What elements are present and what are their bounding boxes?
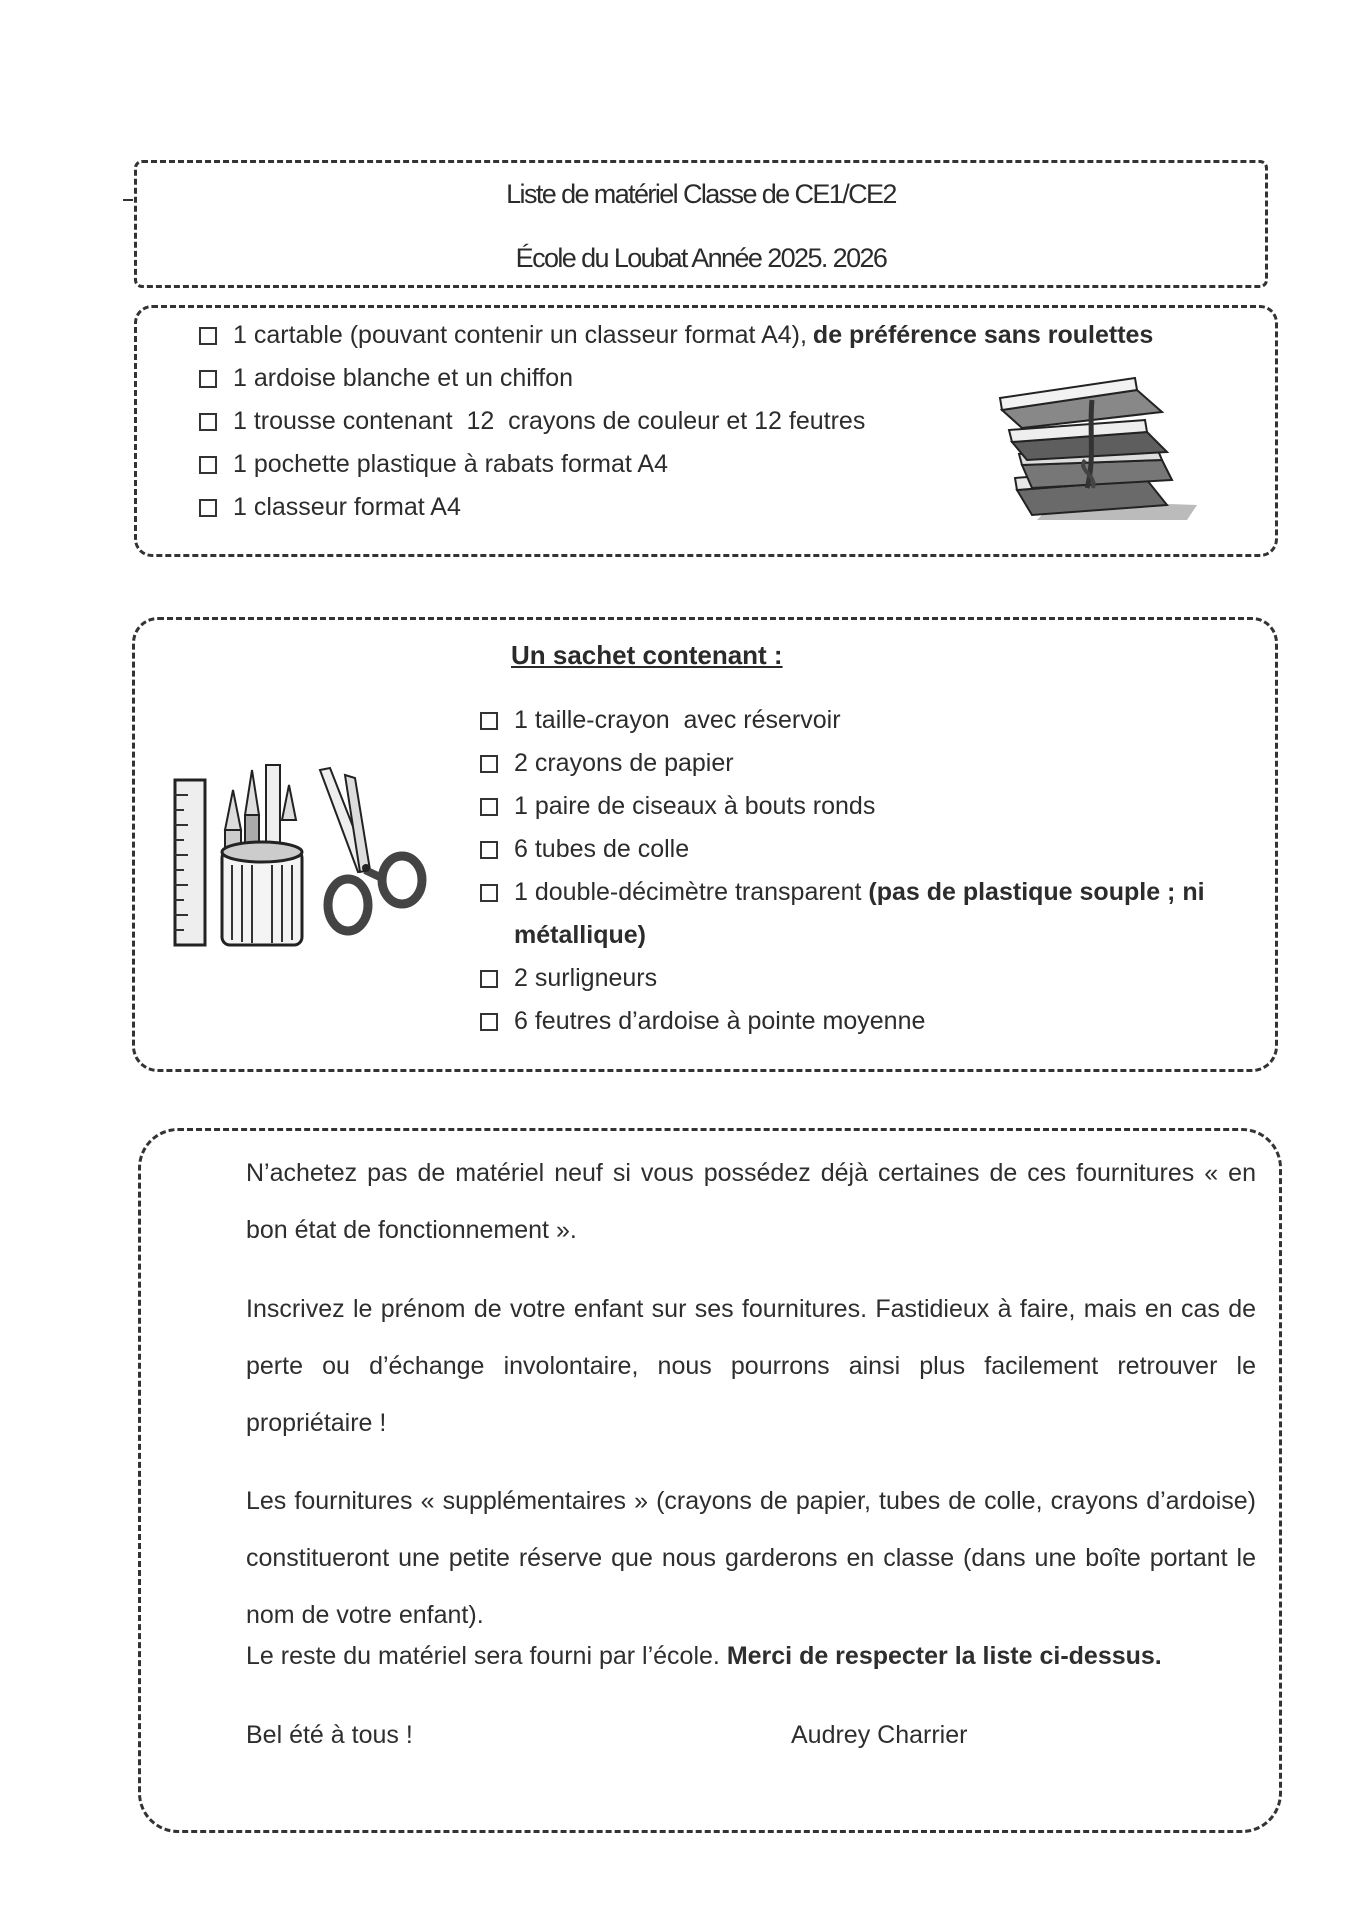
list-item <box>480 1007 925 1036</box>
item-text: 1 pochette plastique à rabats format A4 <box>233 450 668 478</box>
margin-tick <box>123 199 133 201</box>
checkbox-icon <box>480 798 498 816</box>
item-text: 1 ardoise blanche et un chiffon <box>233 364 574 392</box>
checkbox-icon <box>480 755 498 773</box>
checkbox-icon <box>199 327 217 345</box>
header-box <box>134 160 1268 288</box>
list-title: Liste de matériel Classe de CE1/CE2 <box>506 179 896 209</box>
signature: Audrey Charrier <box>791 1721 968 1749</box>
checkbox-icon <box>199 370 217 388</box>
list-item <box>480 964 657 993</box>
item-text: 1 cartable (pouvant contenir un classeur format A4), <box>233 321 807 349</box>
item-text: 2 crayons de papier <box>514 749 734 777</box>
checkbox-icon <box>480 712 498 730</box>
checkbox-icon <box>199 456 217 474</box>
list-item <box>199 321 1153 350</box>
item-text: 6 feutres d’ardoise à pointe moyenne <box>514 1007 926 1035</box>
item-text: 1 classeur format A4 <box>233 493 461 521</box>
paragraph-extra-supplies: Les fournitures « supplémentaires » (crayons de papier, tubes de colle, crayons d’ardoise) constitueront une petite réserve que nous garderons en classe (dans une boîte portant le nom de votre enfant). <box>246 1487 1256 1629</box>
checkbox-icon <box>480 1013 498 1031</box>
list-item <box>480 835 689 864</box>
list-item <box>480 706 841 735</box>
item-text: 1 paire de ciseaux à bouts ronds <box>514 792 876 820</box>
item-text: 2 surligneurs <box>514 964 658 992</box>
list-item <box>480 878 1205 907</box>
paragraph-remaining <box>246 1628 1256 1685</box>
item-text: 1 trousse contenant 12 crayons de couleur et 12 feutres <box>233 407 866 435</box>
main-supplies-box <box>134 305 1278 557</box>
note-box <box>138 1128 1282 1833</box>
list-item <box>199 364 573 393</box>
respect-list-emphasis: Merci de respecter la liste ci-dessus. <box>726 1642 1162 1670</box>
remaining-text: Le reste du matériel sera fourni par l’école. <box>246 1642 727 1670</box>
item-continuation: métallique) <box>514 921 646 949</box>
list-item <box>199 450 668 479</box>
list-item <box>199 493 461 522</box>
list-item <box>480 792 875 821</box>
pouch-title: Un sachet contenant : <box>511 640 783 670</box>
item-text: 1 taille-crayon avec réservoir <box>514 706 841 734</box>
greeting: Bel été à tous ! <box>246 1721 413 1749</box>
paragraph-label-names: Inscrivez le prénom de votre enfant sur ses fournitures. Fastidieux à faire, mais en cas de perte ou d’échange involontaire, nous pourrons ainsi plus facilement retrouver le propriétaire ! <box>246 1295 1256 1437</box>
item-emphasis: de préférence sans roulettes <box>812 321 1154 349</box>
list-item <box>480 749 734 778</box>
checkbox-icon <box>480 970 498 988</box>
supplies-illustration <box>170 760 430 950</box>
books-illustration <box>997 370 1197 530</box>
paragraph-used-supplies: N’achetez pas de matériel neuf si vous possédez déjà certaines de ces fournitures « en bon état de fonctionnement ». <box>246 1159 1256 1244</box>
checkbox-icon <box>480 841 498 859</box>
checkbox-icon <box>199 499 217 517</box>
list-item <box>199 407 865 436</box>
item-text: 6 tubes de colle <box>514 835 690 863</box>
school-year: École du Loubat Année 2025. 2026 <box>515 243 887 273</box>
pouch-supplies-box <box>132 617 1278 1072</box>
checkbox-icon <box>199 413 217 431</box>
item-text: 1 double-décimètre transparent <box>514 878 869 906</box>
checkbox-icon <box>480 884 498 902</box>
item-emphasis: (pas de plastique souple ; ni <box>868 878 1205 906</box>
